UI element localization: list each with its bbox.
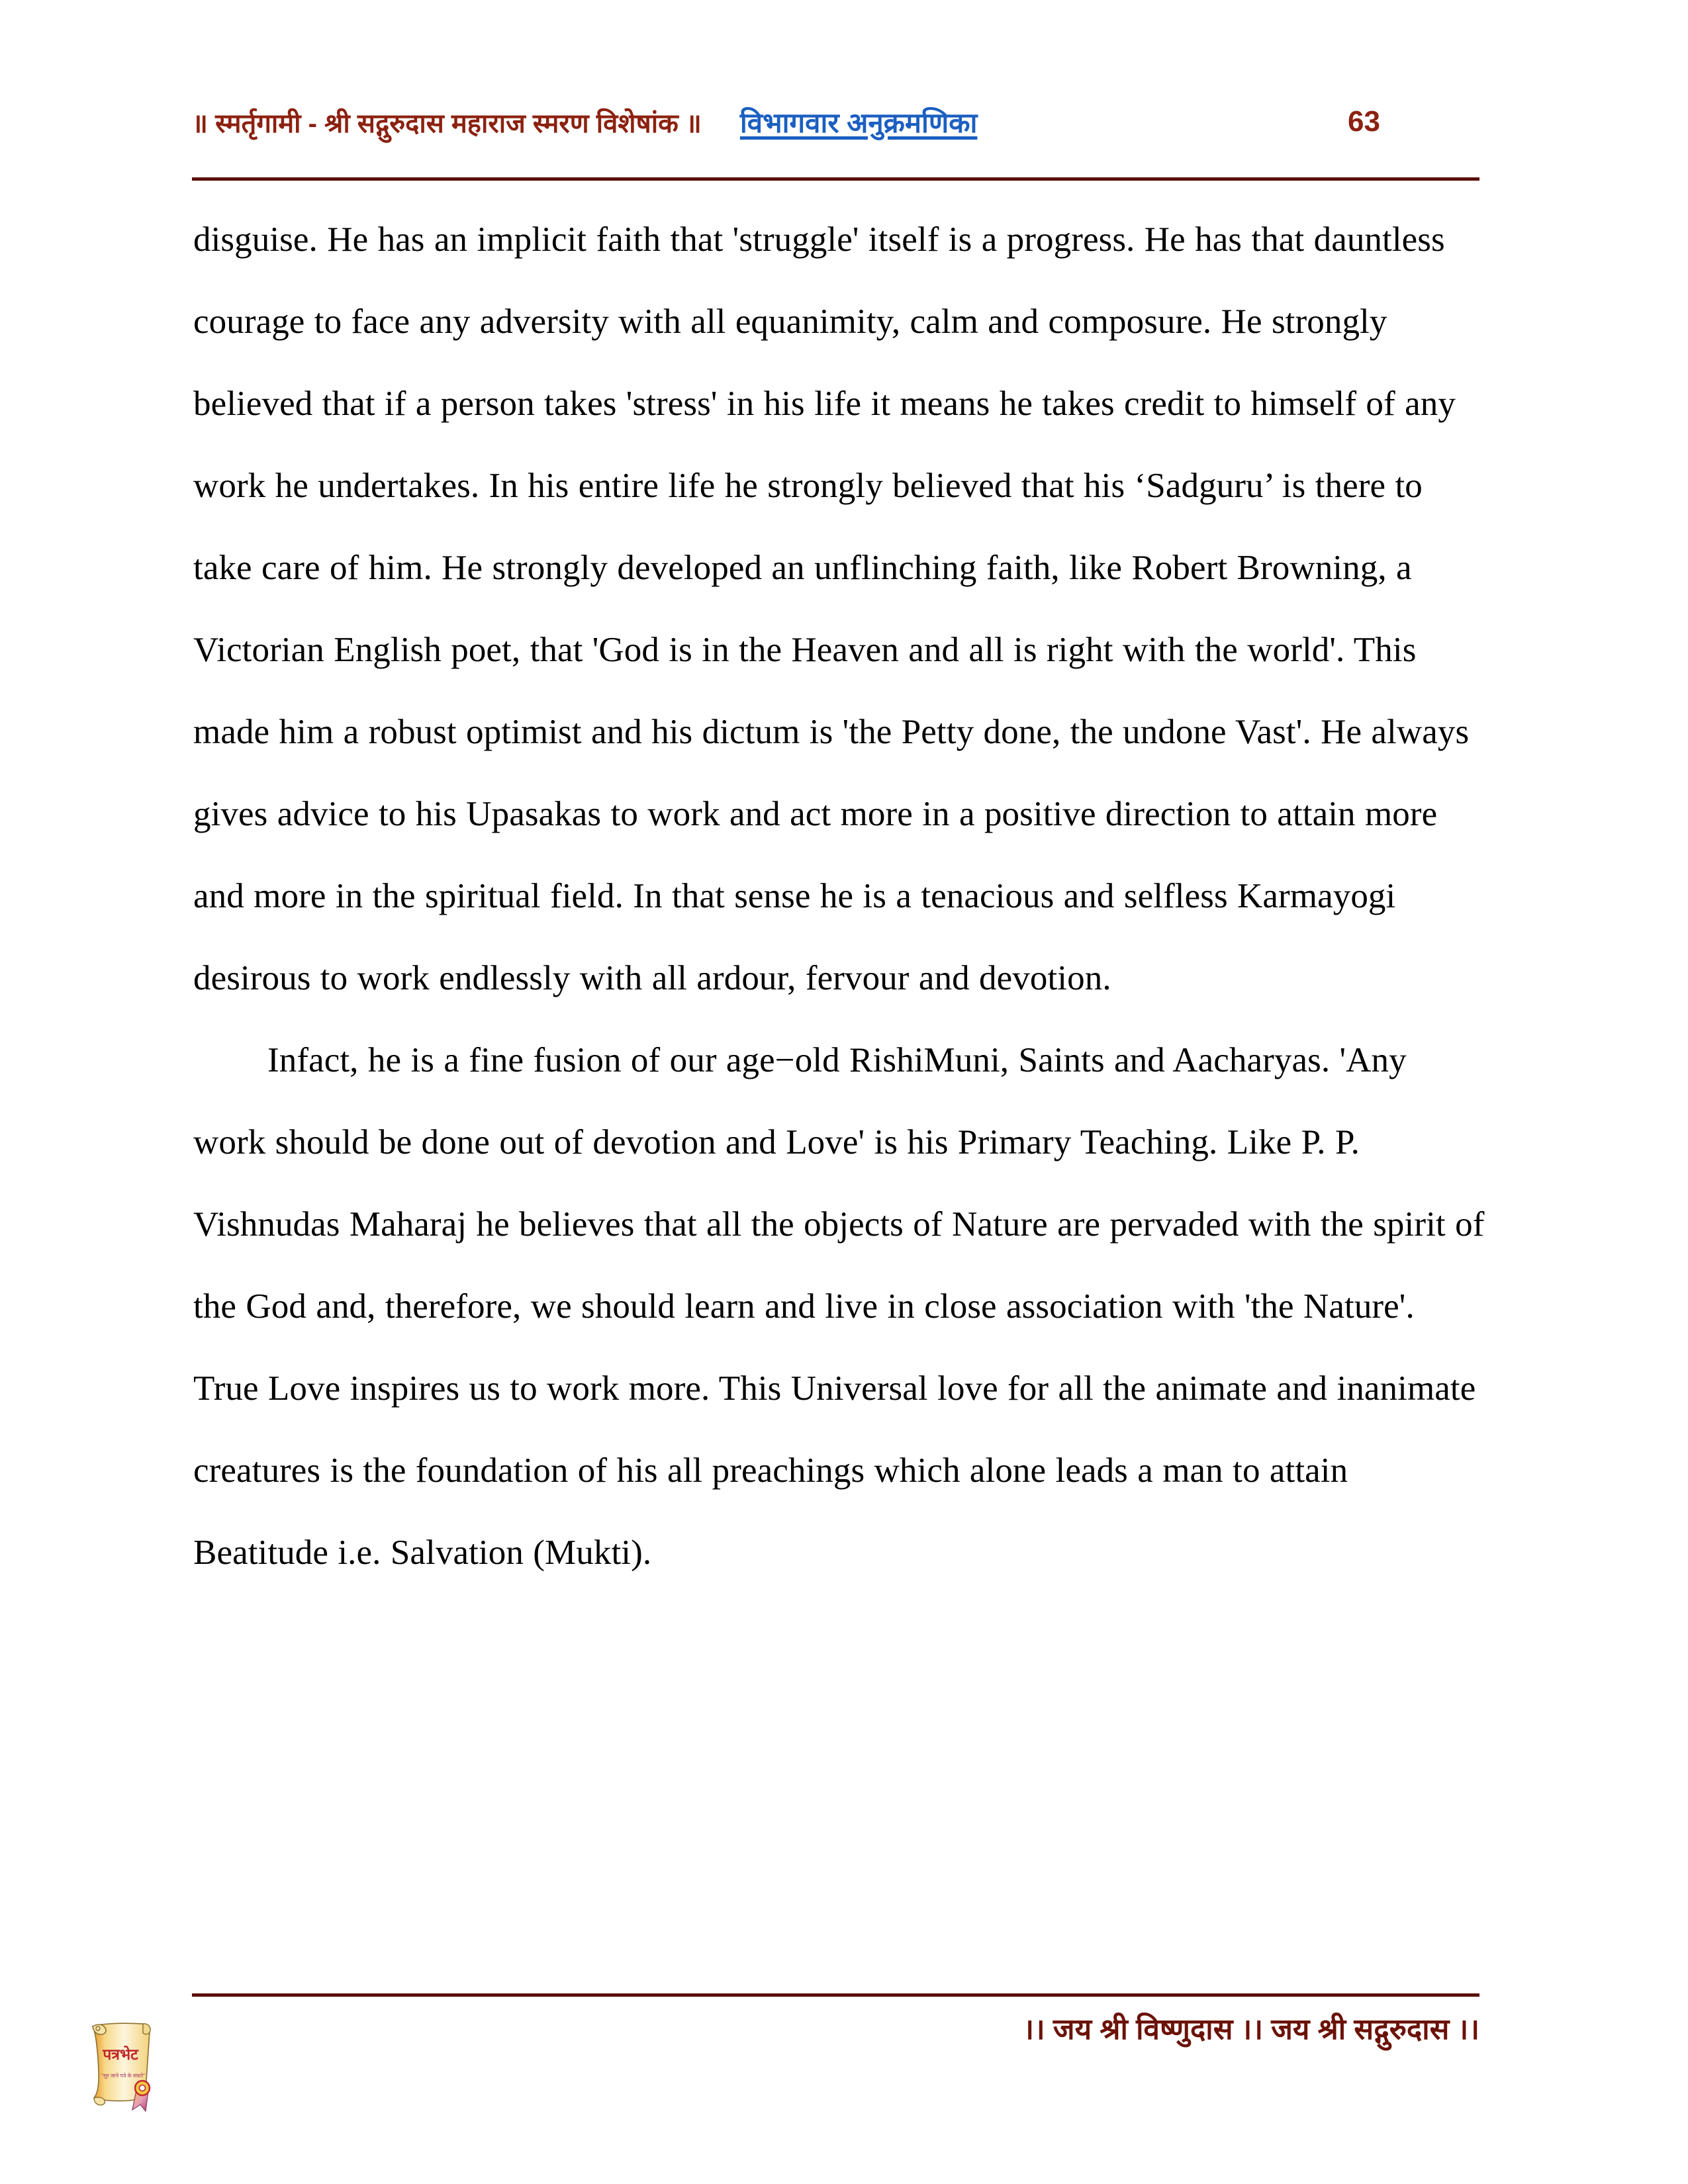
page-number: 63 — [1348, 105, 1380, 138]
header-divider — [192, 177, 1479, 181]
logo-tagline-text: "सूर जाने पत्रे के संवारे" — [101, 2073, 146, 2079]
index-link[interactable]: विभागवार अनुक्रमणिका — [739, 107, 978, 138]
body-paragraph-2-wrapper — [193, 1019, 1487, 1594]
patrabhet-logo[interactable] — [79, 2012, 179, 2118]
page-header — [192, 91, 1479, 152]
footer-divider — [192, 1993, 1479, 1997]
logo-title-text: पत्रभेट — [103, 2046, 138, 2063]
scroll-icon — [79, 2012, 179, 2118]
header-title: ॥ स्मर्तृगामी - श्री सद्गुरुदास महाराज स्मरण विशेषांक ॥ — [192, 109, 702, 138]
body-paragraph-2: Infact, he is a fine fusion of our age−old RishiMuni, Saints and Aacharyas. 'Any work should be done out of devotion and Love' is his Primary Teaching. Like P. P. Vishnudas Maharaj he believes that all the objects of Nature are pervaded with the spirit of the God and, therefore, we should learn and live in close association with 'the Nature'. True Love inspires us to work more. This Universal love for all the animate and inanimate creatures is the foundation of his all preachings which alone leads a man to attain Beatitude i.e. Salvation (Mukti). — [193, 1041, 1485, 1572]
footer-blessing: ।। जय श्री विष्णुदास ।। जय श्री सद्गुरुदास ।। — [1023, 2013, 1479, 2046]
body-paragraph-1: disguise. He has an implicit faith that 'struggle' itself is a progress. He has that dauntless courage to face any adversity with all equanimity, calm and composure. He strongly believed that if a person takes 'stress' in his life it means he takes credit to himself of any work he undertakes. In his entire life he strongly believed that his ‘Sadguru’ is there to take care of him. He strongly developed an unflinching faith, like Robert Browning, a Victorian English poet, that 'God is in the Heaven and all is right with the world'. This made him a robust optimist and his dictum is 'the Petty done, the undone Vast'. He always gives advice to his Upasakas to work and act more in a positive direction to attain more and more in the spiritual field. In that sense he is a tenacious and selfless Karmayogi desirous to work endlessly with all ardour, fervour and devotion. — [193, 220, 1470, 997]
page-content — [193, 199, 1487, 1594]
